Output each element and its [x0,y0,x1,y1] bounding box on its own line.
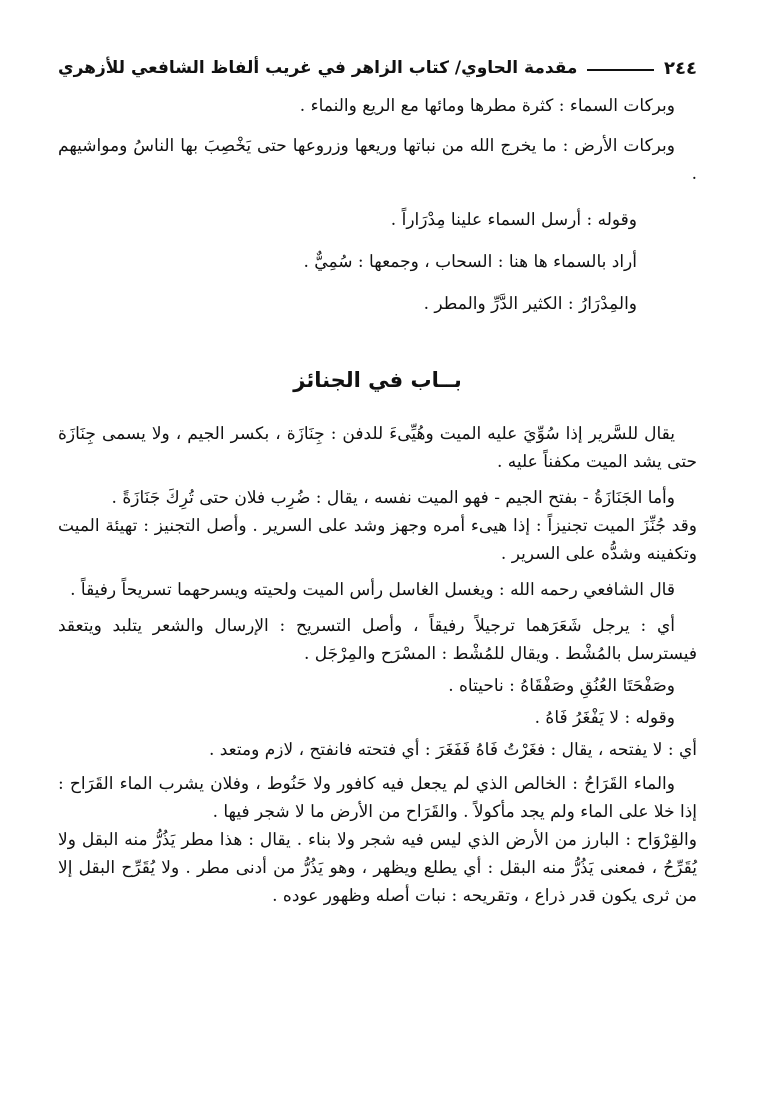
paragraph: يقال للسَّرير إذا سُوِّيَ عليه الميت وهُيِّىءَ للدفن : جِنَازَة ، بكسر الجيم ، ولا يسمى جِنَازَة حتى يشد الميت مكفناً عليه . [58,424,697,472]
short-line: وقوله : لا يَفْغَرُ فَاهُ . [534,708,675,728]
quoted-line: أراد بالسماء ها هنا : السحاب ، وجمعها : سُمِيٌّ . [303,252,637,272]
paragraph: وبركات الأرض : ما يخرج الله من نباتها وريعها وزروعها حتى يَخْصِبَ بها الناسُ ومواشيهم . [58,136,697,184]
header-rule [587,69,654,71]
paragraph: والماء القَرَاحُ : الخالص الذي لم يجعل فيه كافور ولا حَنُوط ، وفلان يشرب الماء القَرَاح : إذا خلا على الماء ولم يجد مأكولاً . والقَرَاح من الأرض ما لا شجر فيها . [58,774,697,822]
paragraph: أي : يرجل شَعَرَهما ترجيلاً رفيقاً ، وأصل التسريح : الإرسال والشعر يتلبد ويتعقد فيسترسل بالمُشْط . ويقال للمُشْط : المسْرَح والمِرْجَل . [58,616,697,664]
paragraph: وأما الجَنَازَةُ - بفتح الجيم - فهو الميت نفسه ، يقال : ضُرِب فلان حتى تُرِكَ جَنَازَةً . [111,488,675,508]
section-heading: بــاب في الجنائز [293,368,462,392]
paragraph: أي : لا يفتحه ، يقال : فغَرْتُ فَاهُ فَفَغَرَ : أي فتحته فانفتح ، لازم ومتعد . [208,740,697,760]
top-text-block [58,92,697,318]
paragraph: وبركات السماء : كثرة مطرها ومائها مع الريع والنماء . [299,96,675,116]
page-number: ٢٤٤ [664,57,697,79]
paragraph: والقِرْوَاح : البارز من الأرض الذي ليس فيه شجر ولا بناء . يقال : هذا مطر يَذُرُّ منه البقل ولا يُقَرِّحُ ، فمعنى يَذُرُّ منه البقل : أي يطلع ويظهر ، وهو يَذُرُّ من أدنى مطر . ولا يُقَرِّح البقل إلا من ثرى يكون قدر ذراع ، وتقريحه : نبات أصله وظهور عوده . [58,830,697,906]
page-header [58,48,697,88]
quoted-line: وقوله : أرسل السماء علينا مِدْرَاراً . [390,210,637,230]
paragraph: قال الشافعي رحمه الله : ويغسل الغاسل رأس الميت ولحيته ويسرحهما تسريحاً رفيقاً . [70,580,675,600]
running-title: مقدمة الحاوي/ كتاب الزاهر في غريب ألفاظ الشافعي للأزهري [58,58,578,78]
quoted-line: والمِدْرَارُ : الكثير الدَّرِّ والمطر . [423,294,637,314]
short-line: وصَفْحَتَا العُنُقِ وصَفْقَاهُ : ناحيتاه . [448,676,675,696]
paragraph: وقد جُنِّزَ الميت تجنيزاً : إذا هيىء أمره وجهز وشد على السرير . وأصل التجنيز : تهيئة الميت وتكفينه وشدُّه على السرير . [58,516,697,564]
section-text-block [58,420,697,910]
